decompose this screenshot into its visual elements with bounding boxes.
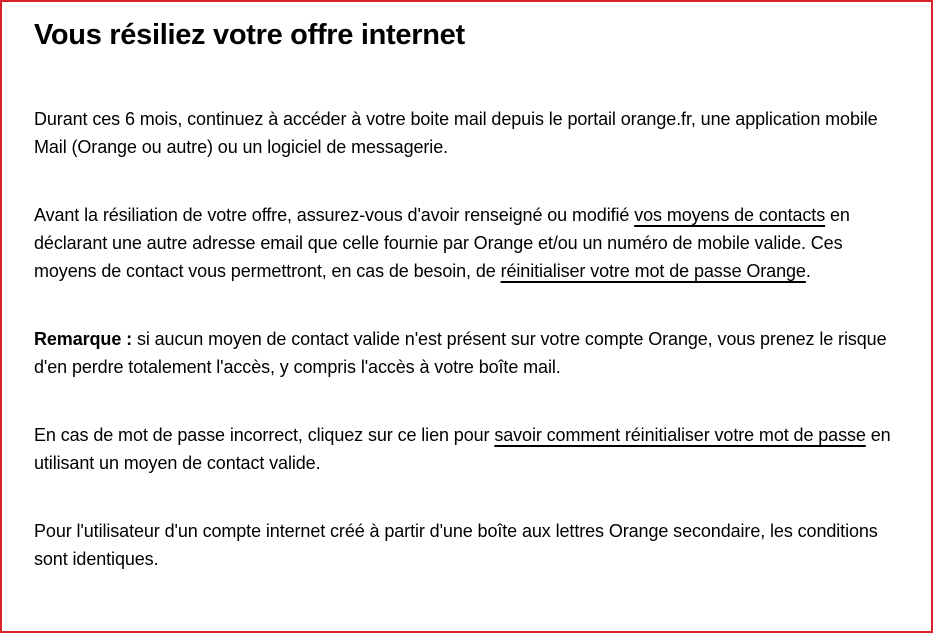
paragraph [34,201,906,285]
paragraph [34,325,906,381]
article-body [34,105,907,573]
inline-text-link[interactable]: savoir comment réinitialiser votre mot de passe [494,425,866,445]
paragraph [34,105,906,161]
inline-text-link[interactable]: réinitialiser votre mot de passe Orange [500,261,806,281]
body-text: . [805,261,811,281]
page-title: Vous résiliez votre offre internet [34,19,465,51]
body-text: en déclarant une autre adresse email que celle fournie par Orange et/ou un numéro de mobile valide. Ces moyens de contact vous permettront, en cas de besoin, de [34,205,850,281]
body-text: Pour l'utilisateur d'un compte internet créé à partir d'une boîte aux lettres Orange secondaire, les conditions sont identiques. [34,521,878,569]
inline-text-link[interactable]: vos moyens de contacts [634,205,826,225]
paragraph [34,421,906,477]
paragraph [34,517,906,573]
body-text: en utilisant un moyen de contact valide. [34,425,891,473]
bold-lead-in: Remarque : [34,329,137,349]
body-text: Durant ces 6 mois, continuez à accéder à votre boite mail depuis le portail orange.fr, une application mobile Mail (Orange ou autre) ou un logiciel de messagerie. [34,109,878,157]
body-text: En cas de mot de passe incorrect, cliquez sur ce lien pour [34,425,495,445]
body-text: Avant la résiliation de votre offre, assurez-vous d'avoir renseigné ou modifié [34,205,635,225]
body-text: si aucun moyen de contact valide n'est présent sur votre compte Orange, vous prenez le risque d'en perdre totalement l'accès, y compris l'accès à votre boîte mail. [34,329,887,377]
